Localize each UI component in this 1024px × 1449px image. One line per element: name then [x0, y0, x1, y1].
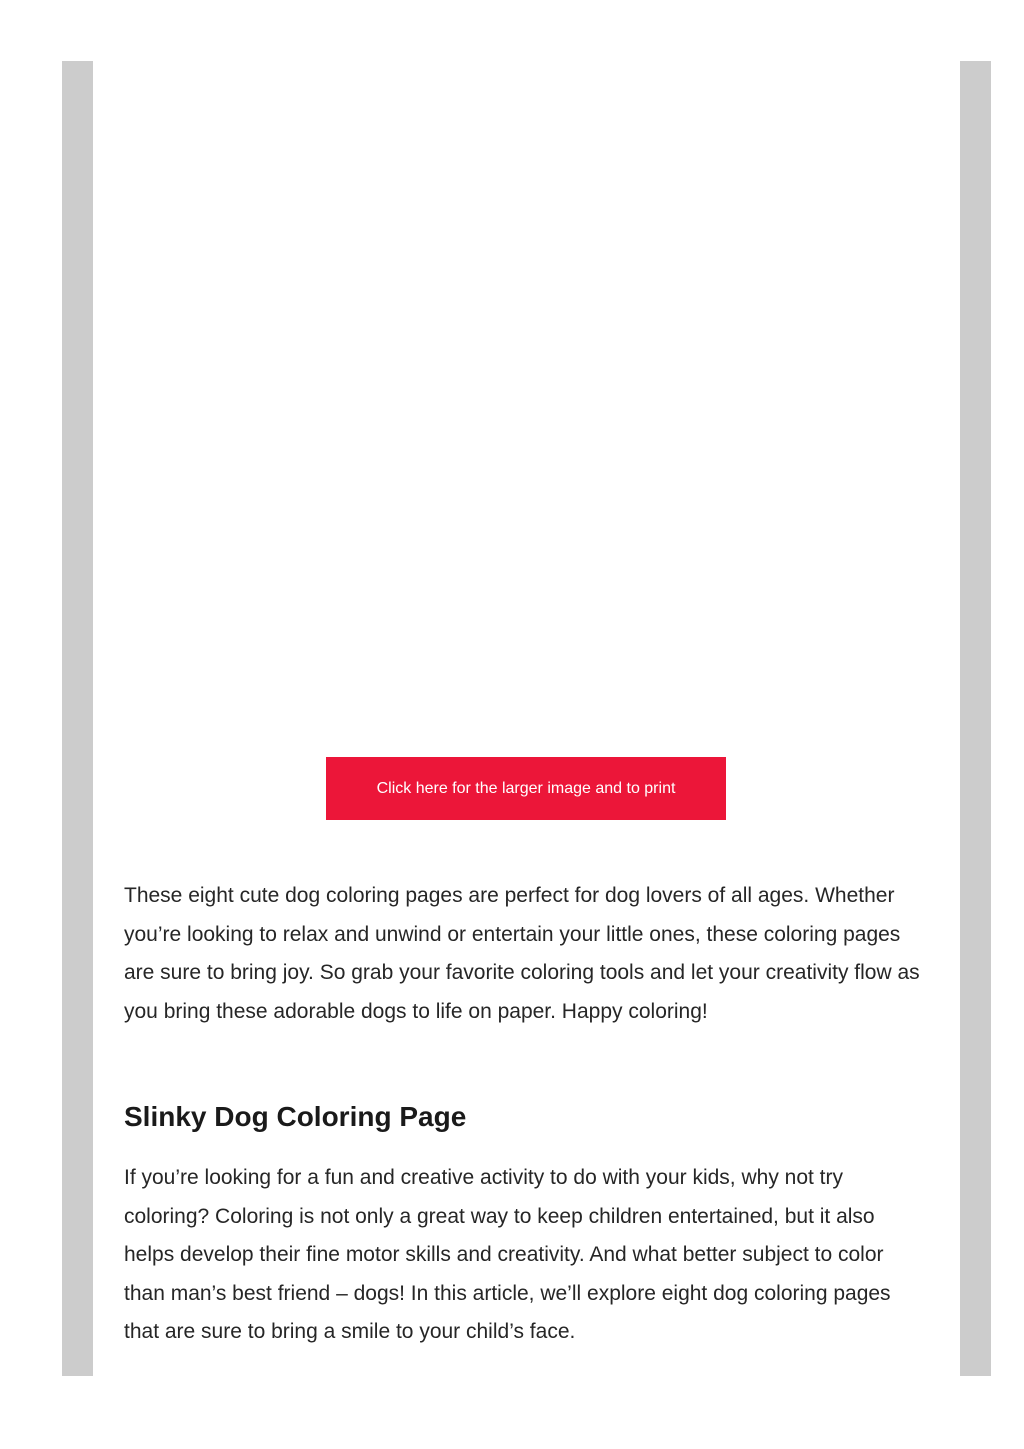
article-content — [93, 61, 960, 1376]
left-gutter — [62, 61, 93, 1376]
right-gutter — [960, 61, 991, 1376]
print-larger-image-button[interactable]: Click here for the larger image and to print — [326, 757, 726, 820]
section-heading: Slinky Dog Coloring Page — [124, 1101, 467, 1132]
section-paragraph: If you’re looking for a fun and creative activity to do with your kids, why not try coloring? Coloring is not only a great way to keep children entertained, but it also helps develop their fine motor skills and creativity. And what better subject to color than man’s best friend – dogs! In this article, we’ll explore eight dog coloring pages that are sure to bring a smile to your child’s face. — [124, 1166, 891, 1343]
coloring-image-placeholder — [93, 61, 960, 751]
intro-paragraph: These eight cute dog coloring pages are perfect for dog lovers of all ages. Whether you’re looking to relax and unwind or entertain your little ones, these coloring pages are sure to bring joy. So grab your favorite coloring tools and let your creativity flow as you bring these adorable dogs to life on paper. Happy coloring! — [124, 884, 920, 1023]
